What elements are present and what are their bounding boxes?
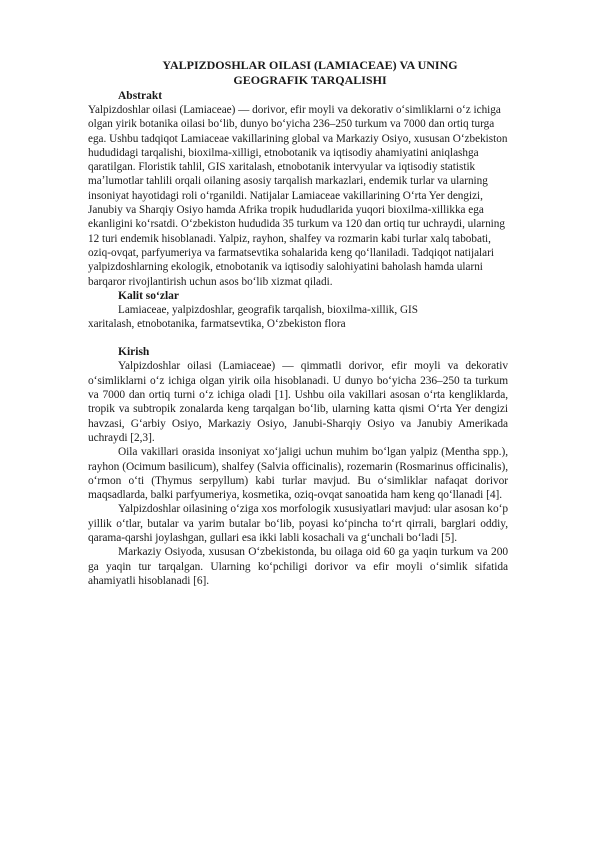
intro-paragraph-3: Yalpizdoshlar oilasining oʻziga xos morfologik xususiyatlari mavjud: ular asosan koʻp yillik oʻtlar, butalar va yarim butalar boʻlib, poyasi koʻpincha toʻrt qirrali, barglari oddiy, qarama-qarshi joylashgan, gullari esa ikki labli kosachali va gʻunchali boʻladi [5]. — [88, 503, 508, 545]
article-title — [88, 58, 508, 87]
section-spacer — [88, 331, 508, 345]
title-line-2: GEOGRAFIK TARQALISHI — [233, 72, 387, 87]
intro-paragraph-4: Markaziy Osiyoda, xususan Oʻzbekistonda, bu oilaga oid 60 ga yaqin turkum va 200 ga yaqin tur tarqalgan. Ularning koʻpchiligi dorivor va efir moyli oʻsimlik sifatida ahamiyatli hisoblanadi [6]. — [88, 546, 508, 587]
abstract-text: Yalpizdoshlar oilasi (Lamiaceae) — dorivor, efir moyli va dekorativ oʻsimliklarni oʻz ichiga olgan yirik botanika oilasi boʻlib, dunyo boʻyicha 236–250 turkum va 7000 dan ortiq turga ega. Ushbu tadqiqot Lamiaceae vakillarining global va Markaziy Osiyo, xususan Oʻzbekiston hududidagi tarqalishi, bioxilma-xilligi, etnobotanik va iqtisodiy ahamiyatini aniqlashga qaratilgan. Floristik tahlil, GIS xaritalash, etnobotanik intervyular va iqtisodiy statistik maʼlumotlar tahlili orqali oilaning asosiy tarqalish markazlari, endemik turlar va ularning insoniyat hayotidagi roli oʻrganildi. Natijalar Lamiaceae vakillarining Oʻrta Yer dengizi, Janubiy va Sharqiy Osiyo hamda Afrika tropik hududlarida yuqori bioxilma-xillikka ega ekanligini koʻrsatdi. Oʻzbekiston hududida 35 turkum va 120 dan ortiq tur uchraydi, ularning 12 turi endemik hisoblanadi. Yalpiz, rayhon, shalfey va rozmarin kabi turlar xalq tabobati, oziq-ovqat, parfyumeriya va farmatsevtika sohalarida keng qoʻllaniladi. Tadqiqot natijalari yalpizdoshlarning ekologik, etnobotanik va iqtisodiy salohiyatini baholash hamda ularni barqaror rivojlantirish uchun asos boʻlib xizmat qiladi. — [88, 104, 508, 288]
keywords-line-2: xaritalash, etnobotanika, farmatsevtika, Oʻzbekiston flora — [88, 318, 346, 331]
title-line-1: YALPIZDOSHLAR OILASI (LAMIACEAE) VA UNING — [162, 58, 458, 72]
keywords-line-1: Lamiaceae, yalpizdoshlar, geografik tarqalish, bioxilma-xillik, GIS — [118, 303, 418, 316]
keywords-heading: Kalit soʻzlar — [118, 289, 179, 302]
abstract-heading: Abstrakt — [118, 90, 163, 102]
intro-paragraph-1: Yalpizdoshlar oilasi (Lamiaceae) — qimmatli dorivor, efir moyli va dekorativ oʻsimliklarni oʻz ichiga olgan yirik oila hisoblanadi. U dunyo boʻyicha 236–250 ta turkum va 7000 dan ortiq turni oʻz ichiga oladi [1]. Ushbu oila vakillari asosan oʻrta kengliklarda, tropik va subtropik zonalarda keng tarqalgan boʻlib, ularning katta qismi Oʻrta Yer dengizi havzasi, Gʻarbiy Osiyo, Markaziy Osiyo, Janubi-Sharqiy Osiyo va Janubiy Amerikada uchraydi [2,3]. — [88, 360, 508, 444]
intro-paragraph-2: Oila vakillari orasida insoniyat xoʻjaligi uchun muhim boʻlgan yalpiz (Mentha spp.), rayhon (Ocimum basilicum), shalfey (Salvia officinalis), rozemarin (Rosmarinus officinalis), oʻrmon oʻti (Thymus serpyllum) kabi turlar mavjud. Bu oʻsimliklar nafaqat dorivor maqsadlarda, balki parfyumeriya, kosmetika, oziq-ovqat sanoatida ham keng qoʻllanadi [4]. — [88, 446, 508, 502]
intro-heading: Kirish — [118, 346, 150, 359]
article-body — [88, 58, 508, 588]
